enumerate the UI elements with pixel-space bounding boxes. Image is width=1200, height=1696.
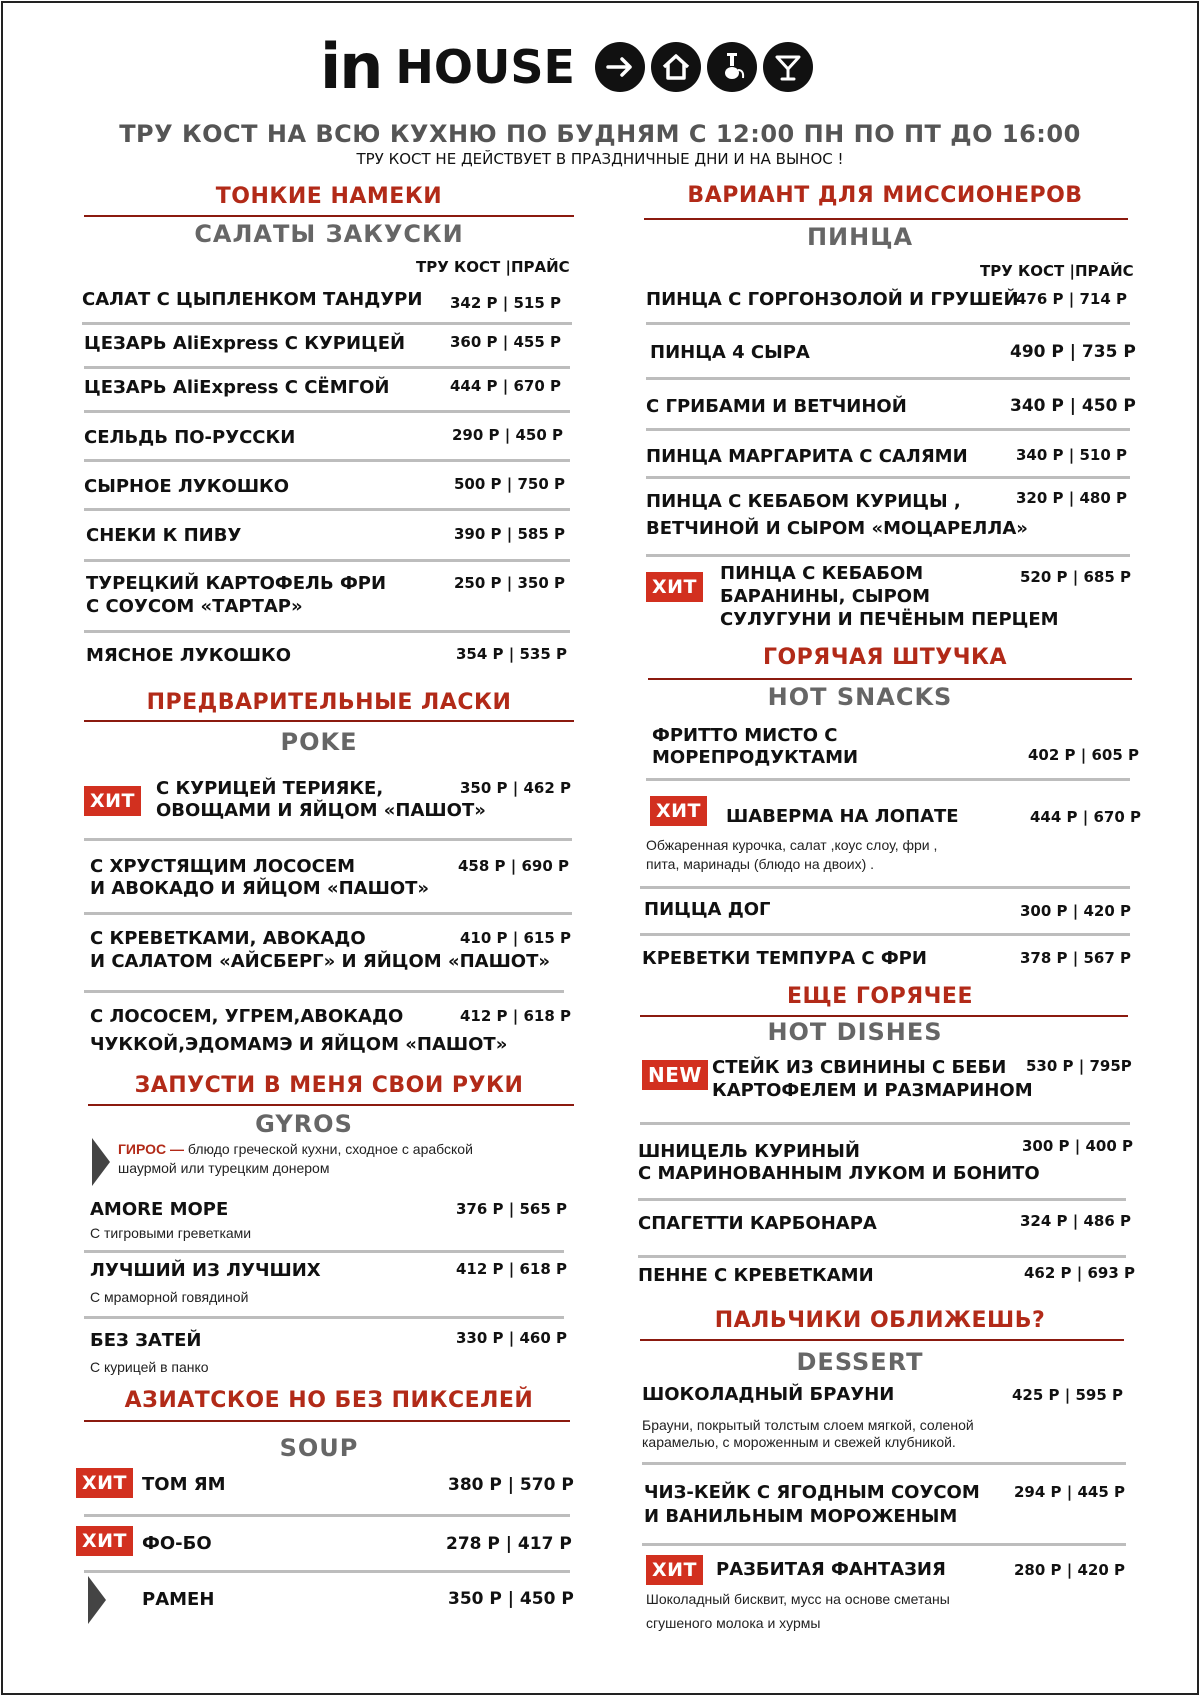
section-rule xyxy=(644,218,1128,220)
menu-item-price: 342 Р | 515 Р xyxy=(450,294,561,312)
menu-item-price: 410 Р | 615 Р xyxy=(460,929,571,947)
menu-item-name: БЕЗ ЗАТЕЙ xyxy=(90,1330,202,1351)
menu-item-name: ПИНЦА С ГОРГОНЗОЛОЙ И ГРУШЕЙ xyxy=(646,289,1019,310)
item-divider xyxy=(84,990,564,993)
menu-item-price: 300 Р | 400 Р xyxy=(1022,1137,1133,1155)
item-divider xyxy=(646,322,1130,325)
subsection-title-gyros: GYROS xyxy=(255,1110,353,1138)
menu-item-name: С ГРИБАМИ И ВЕТЧИНОЙ xyxy=(646,396,907,417)
item-divider xyxy=(84,559,570,562)
section-title-esche-goryachee: ЕЩЕ ГОРЯЧЕЕ xyxy=(786,984,973,1009)
promo-subline: ТРУ КОСТ НЕ ДЕЙСТВУЕТ В ПРАЗДНИЧНЫЕ ДНИ И НА ВЫНОС ! xyxy=(356,150,844,168)
menu-item-name: СПАГЕТТИ КАРБОНАРА xyxy=(638,1213,877,1234)
menu-item-desc: С курицей в панко xyxy=(90,1359,209,1375)
menu-item-price: 350 Р | 462 Р xyxy=(460,779,571,797)
menu-item-name-line3: СУЛУГУНИ И ПЕЧЁНЫМ ПЕРЦЕМ xyxy=(720,609,1059,630)
menu-item-name-line2: С МАРИНОВАННЫМ ЛУКОМ И БОНИТО xyxy=(638,1163,1040,1184)
price-column-header: ТРУ КОСТ |ПРАЙС xyxy=(416,258,570,276)
menu-item-price: 324 Р | 486 Р xyxy=(1020,1212,1131,1230)
item-divider xyxy=(646,377,1130,380)
menu-item-name: ПИНЦА МАРГАРИТА С САЛЯМИ xyxy=(646,446,968,467)
menu-item-price: 290 Р | 450 Р xyxy=(452,426,563,444)
menu-item-price: 250 Р | 350 Р xyxy=(454,574,565,592)
subsection-title-hot-snacks: HOT SNACKS xyxy=(767,683,953,711)
menu-item-name: С КРЕВЕТКАМИ, АВОКАДО xyxy=(90,928,366,949)
section-title-goryachaya-shtuchka: ГОРЯЧАЯ ШТУЧКА xyxy=(762,645,1008,670)
menu-item-name: ФО-БО xyxy=(142,1533,212,1554)
menu-item-price: 340 Р | 510 Р xyxy=(1016,446,1127,464)
section-title-predvaritelnye-laski: ПРЕДВАРИТЕЛЬНЫЕ ЛАСКИ xyxy=(146,690,512,715)
hit-badge: ХИТ xyxy=(76,1468,133,1498)
gyros-note-term: ГИРОС — xyxy=(118,1141,185,1157)
item-divider xyxy=(640,886,1130,889)
menu-item-name-line2: ЧУККОЙ,ЭДОМАМЭ И ЯЙЦОМ «ПАШОТ» xyxy=(90,1034,508,1055)
menu-item-price: 340 Р | 450 Р xyxy=(1010,396,1136,416)
item-divider xyxy=(640,933,1130,936)
subsection-title-poke: POKE xyxy=(280,728,358,756)
menu-item-name: С КУРИЦЕЙ ТЕРИЯКЕ, xyxy=(156,778,384,799)
menu-item-name: ПИНЦА 4 СЫРА xyxy=(650,342,810,363)
arrow-right-icon xyxy=(595,42,645,92)
menu-item-price: 402 Р | 605 Р xyxy=(1028,746,1139,764)
menu-item-name-line2: И АВОКАДО И ЯЙЦОМ «ПАШОТ» xyxy=(90,878,430,899)
item-divider xyxy=(84,1514,570,1517)
section-title-zapusti: ЗАПУСТИ В МЕНЯ СВОИ РУКИ xyxy=(134,1073,524,1098)
section-rule xyxy=(84,720,574,722)
menu-item-name: ПИЦЦА ДОГ xyxy=(644,899,771,920)
menu-item-price: 458 Р | 690 Р xyxy=(458,857,569,875)
item-divider xyxy=(642,1462,1126,1465)
menu-item-desc: С мраморной говядиной xyxy=(90,1289,249,1305)
menu-item-price: 444 Р | 670 Р xyxy=(450,377,561,395)
item-divider xyxy=(638,1255,1126,1258)
item-divider xyxy=(84,1250,564,1253)
menu-item-price: 360 Р | 455 Р xyxy=(450,333,561,351)
menu-item-price: 320 Р | 480 Р xyxy=(1016,489,1127,507)
triangle-marker-icon xyxy=(88,1576,106,1624)
gyros-note-line2: шаурмой или турецким донером xyxy=(118,1160,330,1176)
menu-item-name: ЦЕЗАРЬ AliExpress С СЁМГОЙ xyxy=(84,377,390,398)
item-divider xyxy=(646,428,1130,431)
section-rule xyxy=(84,215,574,217)
hit-badge: ХИТ xyxy=(650,796,707,826)
menu-item-name: ЦЕЗАРЬ AliExpress С КУРИЦЕЙ xyxy=(84,333,406,354)
menu-item-name: ПИНЦА С КЕБАБОМ КУРИЦЫ , xyxy=(646,491,961,512)
menu-item-name-line2: МОРЕПРОДУКТАМИ xyxy=(652,747,859,768)
menu-item-name: С ХРУСТЯЩИМ ЛОСОСЕМ xyxy=(90,856,356,877)
item-divider xyxy=(642,1543,1126,1546)
menu-item-price: 476 Р | 714 Р xyxy=(1016,290,1127,308)
menu-item-name: СЕЛЬДЬ ПО-РУССКИ xyxy=(84,427,296,448)
menu-item-desc-line2: карамелью, с мороженным и свежей клубникой. xyxy=(642,1434,956,1450)
menu-item-name: AMORE МОРЕ xyxy=(90,1199,229,1220)
menu-item-name-line2: ОВОЩАМИ И ЯЙЦОМ «ПАШОТ» xyxy=(156,800,486,821)
menu-item-name: КРЕВЕТКИ ТЕМПУРА С ФРИ xyxy=(642,948,927,969)
menu-item-price: 462 Р | 693 Р xyxy=(1024,1264,1135,1282)
menu-item-name: ШНИЦЕЛЬ КУРИНЫЙ xyxy=(638,1141,860,1162)
hit-badge: ХИТ xyxy=(646,1555,703,1585)
section-title-tonkie-nameki: ТОНКИЕ НАМЕКИ xyxy=(215,184,443,209)
menu-item-name: СТЕЙК ИЗ СВИНИНЫ С БЕБИ xyxy=(712,1057,1007,1078)
menu-item-price: 278 Р | 417 Р xyxy=(446,1534,572,1554)
menu-item-desc: С тигровыми греветками xyxy=(90,1225,252,1241)
menu-item-name-line2: КАРТОФЕЛЕМ И РАЗМАРИНОМ xyxy=(712,1080,1033,1101)
section-title-palchiki: ПАЛЬЧИКИ ОБЛИЖЕШЬ? xyxy=(714,1308,1046,1333)
promo-headline: ТРУ КОСТ НА ВСЮ КУХНЮ ПО БУДНЯМ С 12:00 ПН ПО ПТ ДО 16:00 xyxy=(119,120,1081,148)
menu-item-name: ТОМ ЯМ xyxy=(142,1474,226,1495)
menu-item-desc-line2: сгушеного молока и хурмы xyxy=(646,1615,821,1631)
menu-item-name: САЛАТ С ЦЫПЛЕНКОМ ТАНДУРИ xyxy=(82,289,423,310)
menu-item-name: ТУРЕЦКИЙ КАРТОФЕЛЬ ФРИ xyxy=(86,573,387,594)
item-divider xyxy=(84,912,572,915)
subsection-title-salads: САЛАТЫ ЗАКУСКИ xyxy=(194,220,464,248)
item-divider xyxy=(84,459,570,462)
menu-item-price: 390 Р | 585 Р xyxy=(454,525,565,543)
item-divider xyxy=(84,1570,570,1573)
menu-item-name: ШОКОЛАДНЫЙ БРАУНИ xyxy=(642,1384,895,1405)
item-divider xyxy=(646,554,1130,557)
hookah-icon xyxy=(707,42,757,92)
item-divider xyxy=(640,1122,1130,1125)
menu-item-name: РАЗБИТАЯ ФАНТАЗИЯ xyxy=(716,1559,946,1580)
section-title-aziatskoe: АЗИАТСКОЕ НО БЕЗ ПИКСЕЛЕЙ xyxy=(124,1388,534,1413)
subsection-title-pinza: ПИНЦА xyxy=(806,223,914,251)
menu-item-name: ЧИЗ-КЕЙК С ЯГОДНЫМ СОУСОМ xyxy=(644,1482,980,1503)
logo-house-text: HOUSE xyxy=(395,40,575,94)
menu-item-name-line2: С СОУСОМ «ТАРТАР» xyxy=(86,596,303,617)
price-column-header: ТРУ КОСТ |ПРАЙС xyxy=(980,262,1134,280)
menu-item-desc: Брауни, покрытый толстым слоем мягкой, соленой xyxy=(642,1417,974,1433)
menu-item-desc: Обжаренная курочка, салат ,коус слоу, фри , xyxy=(646,837,938,853)
menu-item-name-line2: БАРАНИНЫ, СЫРОМ xyxy=(720,586,930,607)
section-rule xyxy=(648,678,1132,680)
menu-item-desc: Шоколадный бисквит, мусс на основе сметаны xyxy=(646,1591,950,1607)
subsection-title-soup: SOUP xyxy=(279,1434,359,1462)
section-rule xyxy=(640,1015,1128,1017)
item-divider xyxy=(84,366,570,369)
subsection-title-hot-dishes: HOT DISHES xyxy=(767,1018,943,1046)
logo-in-text: in xyxy=(320,30,382,103)
menu-item-name: ШАВЕРМА НА ЛОПАТЕ xyxy=(726,806,959,827)
item-divider xyxy=(84,508,570,511)
menu-item-price: 380 Р | 570 Р xyxy=(448,1475,574,1495)
section-rule xyxy=(640,1339,1124,1341)
section-rule xyxy=(88,1104,574,1106)
menu-item-price: 412 Р | 618 Р xyxy=(456,1260,567,1278)
house-icon xyxy=(651,42,701,92)
menu-item-name: СНЕКИ К ПИВУ xyxy=(86,525,242,546)
menu-item-price: 350 Р | 450 Р xyxy=(448,1589,574,1609)
menu-item-price: 530 Р | 795Р xyxy=(1026,1057,1132,1075)
item-divider xyxy=(638,1198,1126,1201)
menu-item-desc-line2: пита, маринады (блюдо на двоих) . xyxy=(646,856,875,872)
item-divider xyxy=(646,476,1130,479)
hit-badge: ХИТ xyxy=(84,786,141,816)
menu-item-name: МЯСНОЕ ЛУКОШКО xyxy=(86,645,292,666)
menu-item-name: ПЕННЕ С КРЕВЕТКАМИ xyxy=(638,1265,874,1286)
menu-item-price: 378 Р | 567 Р xyxy=(1020,949,1131,967)
menu-item-name-line2: ВЕТЧИНОЙ И СЫРОМ «МОЦАРЕЛЛА» xyxy=(646,518,1028,539)
gyros-note-text: блюдо греческой кухни, сходное с арабской xyxy=(184,1141,473,1157)
item-divider xyxy=(84,838,572,841)
menu-item-price: 444 Р | 670 Р xyxy=(1030,808,1141,826)
subsection-title-dessert: DESSERT xyxy=(796,1348,924,1376)
section-title-missionery: ВАРИАНТ ДЛЯ МИССИОНЕРОВ xyxy=(687,183,1083,208)
menu-item-price: 330 Р | 460 Р xyxy=(456,1329,567,1347)
hit-badge: ХИТ xyxy=(76,1526,133,1556)
menu-item-price: 490 Р | 735 Р xyxy=(1010,342,1136,362)
menu-item-name: ФРИТТО МИСТО С xyxy=(652,725,838,746)
menu-item-price: 280 Р | 420 Р xyxy=(1014,1561,1125,1579)
new-badge: NEW xyxy=(642,1060,708,1090)
menu-item-price: 520 Р | 685 Р xyxy=(1020,568,1131,586)
menu-item-price: 300 Р | 420 Р xyxy=(1020,902,1131,920)
item-divider xyxy=(84,1316,564,1319)
cocktail-icon xyxy=(763,42,813,92)
logo-icons xyxy=(595,42,813,92)
menu-item-name-line2: И САЛАТОМ «АЙСБЕРГ» И ЯЙЦОМ «ПАШОТ» xyxy=(90,951,551,972)
menu-item-price: 425 Р | 595 Р xyxy=(1012,1386,1123,1404)
menu-item-name: ПИНЦА С КЕБАБОМ xyxy=(720,563,924,584)
menu-item-name: С ЛОСОСЕМ, УГРЕМ,АВОКАДО xyxy=(90,1006,404,1027)
menu-item-price: 500 Р | 750 Р xyxy=(454,475,565,493)
hit-badge: ХИТ xyxy=(646,572,703,602)
menu-item-name: РАМЕН xyxy=(142,1589,215,1610)
triangle-marker-icon xyxy=(92,1138,110,1186)
menu-item-name-line2: И ВАНИЛЬНЫМ МОРОЖЕНЫМ xyxy=(644,1506,958,1527)
logo xyxy=(320,32,813,102)
menu-item-name: ЛУЧШИЙ ИЗ ЛУЧШИХ xyxy=(90,1260,321,1281)
item-divider xyxy=(82,322,572,325)
item-divider xyxy=(84,410,570,413)
gyros-note xyxy=(118,1140,473,1158)
menu-item-price: 354 Р | 535 Р xyxy=(456,645,567,663)
menu-item-price: 376 Р | 565 Р xyxy=(456,1200,567,1218)
menu-item-price: 412 Р | 618 Р xyxy=(460,1007,571,1025)
menu-item-name: СЫРНОЕ ЛУКОШКО xyxy=(84,476,290,497)
item-divider xyxy=(646,778,1130,781)
item-divider xyxy=(84,630,570,633)
menu-item-price: 294 Р | 445 Р xyxy=(1014,1483,1125,1501)
section-rule xyxy=(84,1420,570,1422)
